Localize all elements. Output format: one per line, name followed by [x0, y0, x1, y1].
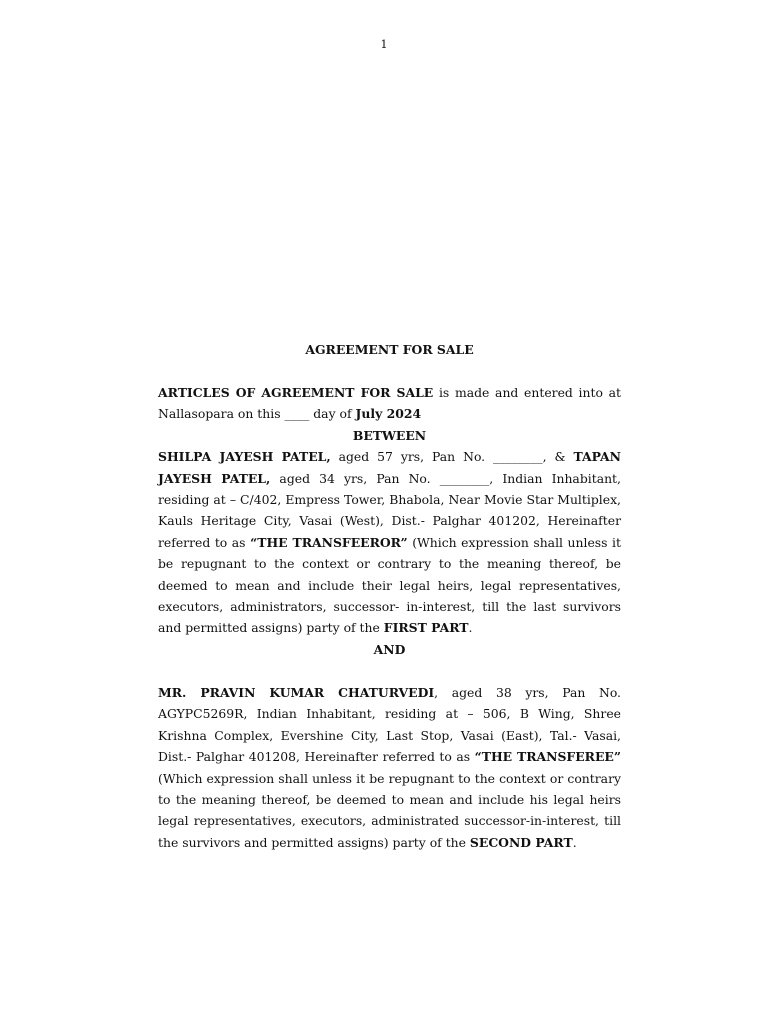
- first-section: [158, 382, 621, 660]
- intro-paragraph: [158, 382, 621, 425]
- and-label: AND: [373, 641, 406, 657]
- first-party-text-a: aged 57 yrs, Pan No. ________, &: [330, 449, 574, 465]
- second-party-paragraph: [158, 682, 621, 853]
- first-party-name-1: SHILPA JAYESH PATEL,: [158, 449, 331, 465]
- intro-text: is made and entered into at Nallasopara on this ____ day of: [158, 385, 622, 422]
- second-part-label: SECOND PART: [469, 834, 573, 850]
- second-party-end: .: [572, 834, 577, 850]
- second-section: [158, 682, 621, 853]
- intro-heading: ARTICLES OF AGREEMENT FOR SALE: [158, 385, 434, 400]
- first-party-text-c: (Which expression shall unless it be repugnant to the context or contrary to the meaning thereof, be deemed to mean and include their legal heirs, legal representatives, executors, administrators, successor- in-interest, till the last survivors and permitted assigns) party of the: [158, 534, 621, 636]
- transferee-role: “THE TRANSFEREE”: [474, 749, 621, 765]
- first-party-name-2: TAPAN JAYESH PATEL,: [158, 449, 621, 486]
- second-party-text-a: , aged 38 yrs, Pan No. AGYPC5269R, Indian Inhabitant, residing at – 506, B Wing, Shree Krishna Complex, Evershine City, Last Stop, Vasai (East), Tal.- Vasai, Dist.- Palghar 401208, Hereinafter referred to as: [158, 685, 621, 765]
- page-number: 1: [380, 38, 388, 51]
- agreement-date: July 2024: [355, 406, 422, 422]
- first-party-paragraph: [158, 446, 621, 639]
- second-party-name: MR. PRAVIN KUMAR CHATURVEDI: [158, 685, 435, 700]
- transferor-role: “THE TRANSFEEROR”: [250, 534, 408, 550]
- document-title: AGREEMENT FOR SALE: [305, 342, 474, 357]
- second-party-text-b: (Which expression shall unless it be repugnant to the context or contrary to the meaning thereof, be deemed to mean and include his legal heirs legal representatives, executors, administrated successor-in-interest, till the survivors and permitted assigns) party of the: [158, 770, 621, 850]
- first-party-text-b: aged 34 yrs, Pan No. ________, Indian Inhabitant, residing at – C/402, Empress Tower, Bhabola, Near Movie Star Multiplex, Kauls Heritage City, Vasai (West), Dist.- Palghar 401202, Hereinafter referred to as: [158, 470, 621, 550]
- first-part-label: FIRST PART: [383, 620, 469, 636]
- first-party-end: .: [468, 620, 473, 636]
- between-label: BETWEEN: [352, 427, 427, 443]
